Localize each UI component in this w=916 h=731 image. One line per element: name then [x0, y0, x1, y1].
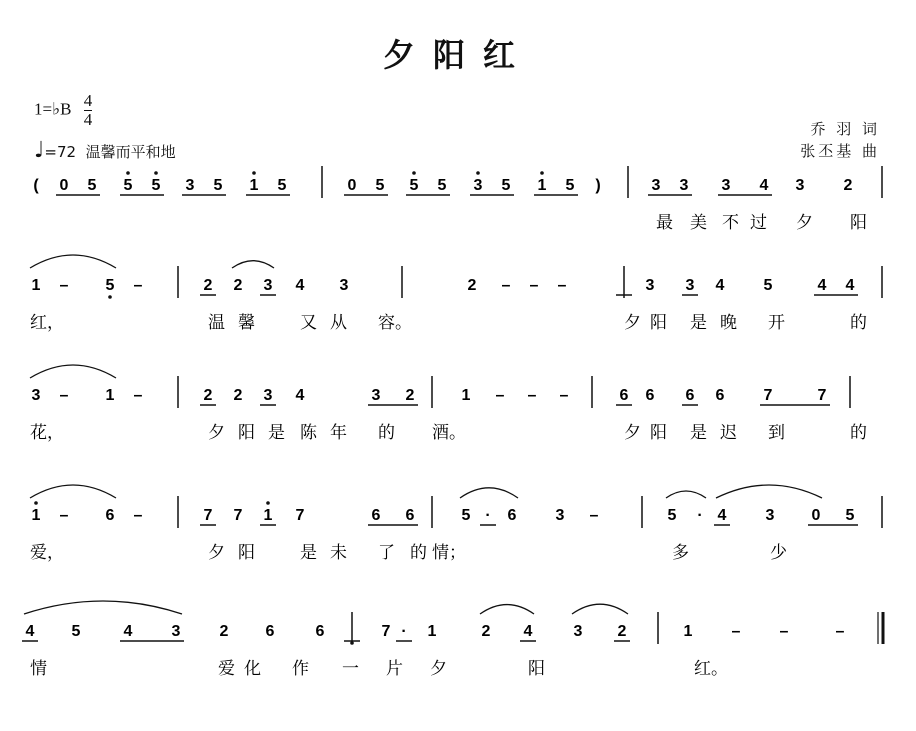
lyric: 不 [722, 213, 739, 233]
lyric: 夕 [624, 313, 641, 333]
composer: 张丕基 曲 [800, 142, 880, 160]
lyric: 是 [268, 423, 285, 443]
lyric: 的 [410, 543, 427, 563]
note: – [731, 623, 741, 640]
note: 3 [31, 387, 41, 404]
lyric: 爱 [218, 659, 235, 679]
lyric: 夕 [430, 659, 447, 679]
slur-arc [572, 604, 628, 614]
note: 3 [263, 277, 273, 294]
note: 3 [171, 623, 181, 640]
note: 0 [59, 177, 69, 194]
octave-dot-high [154, 171, 158, 175]
note: 6 [105, 507, 115, 524]
note: 6 [265, 623, 275, 640]
note: 7 [381, 623, 391, 640]
note: 3 [765, 507, 775, 524]
note: 3 [679, 177, 689, 194]
note: 5 [277, 177, 287, 194]
octave-dot-high [412, 171, 416, 175]
octave-dot-high [126, 171, 130, 175]
slur-arc [716, 485, 822, 498]
lyric: 多 [672, 543, 689, 563]
time-sig-top: 4 [83, 91, 93, 110]
lyric: 又 [300, 313, 317, 333]
note: 4 [845, 277, 855, 294]
note: 1 [31, 277, 41, 294]
lyric: 迟 [720, 423, 737, 443]
lyric: 夕 [624, 423, 641, 443]
note: 3 [555, 507, 565, 524]
lyric: 陈 [300, 423, 317, 443]
note: 5 [213, 177, 223, 194]
octave-dot-high [476, 171, 480, 175]
lyricist: 乔 羽 词 [810, 120, 880, 138]
note: 2 [405, 387, 415, 404]
lyric: 是 [690, 423, 707, 443]
note: 1 [461, 387, 471, 404]
octave-dot-low [108, 295, 112, 299]
note: 5 [845, 507, 855, 524]
note: 3 [263, 387, 273, 404]
note: 2 [219, 623, 229, 640]
note: · [697, 507, 703, 524]
note: 6 [715, 387, 725, 404]
lyric: 馨 [238, 313, 255, 333]
key-label: 1=♭B [34, 99, 72, 119]
note: 7 [203, 507, 213, 524]
lyric: 到 [768, 423, 785, 443]
note: 3 [339, 277, 349, 294]
note: 2 [617, 623, 627, 640]
note: 5 [71, 623, 81, 640]
lyric: 温 [208, 313, 225, 333]
note: 7 [763, 387, 773, 404]
note: 1 [105, 387, 115, 404]
note: 6 [645, 387, 655, 404]
time-sig-bottom: 4 [83, 110, 93, 129]
note: – [527, 387, 537, 404]
note: – [501, 277, 511, 294]
lyric: 最 [656, 213, 673, 233]
lyric: 阳 [650, 313, 667, 333]
note: 5 [461, 507, 471, 524]
note: 2 [467, 277, 477, 294]
note: 6 [619, 387, 629, 404]
note: 1 [31, 507, 41, 524]
note: 4 [295, 387, 305, 404]
slur-arc [666, 491, 706, 498]
lyric: 一 [342, 659, 359, 679]
note: 3 [371, 387, 381, 404]
note: 4 [759, 177, 769, 194]
note: 5 [501, 177, 511, 194]
note: 6 [405, 507, 415, 524]
slur-arc [24, 601, 182, 614]
note: 2 [203, 387, 213, 404]
note: 1 [263, 507, 273, 524]
lyric: 夕 [208, 423, 225, 443]
lyric: 美 [690, 213, 707, 233]
lyric: 红， [30, 313, 64, 333]
note: 0 [347, 177, 357, 194]
note: 7 [817, 387, 827, 404]
note: – [59, 507, 69, 524]
note: · [401, 623, 407, 640]
note: 2 [843, 177, 853, 194]
note: · [485, 507, 491, 524]
note: 2 [233, 277, 243, 294]
note: – [835, 623, 845, 640]
note: 5 [565, 177, 575, 194]
slur-arc [30, 485, 116, 498]
lyric: 花， [30, 423, 64, 443]
octave-dot-high [252, 171, 256, 175]
lyric: 阳 [650, 423, 667, 443]
note: 4 [715, 277, 725, 294]
note: – [589, 507, 599, 524]
note: 3 [473, 177, 483, 194]
note: 5 [151, 177, 161, 194]
note: – [559, 387, 569, 404]
lyric: 红。 [694, 659, 728, 679]
note: 1 [249, 177, 259, 194]
quarter-note-icon: ♩ [34, 138, 45, 163]
lyric: 了 [378, 543, 395, 563]
note: – [529, 277, 539, 294]
lyric: 晚 [720, 313, 737, 333]
slur-arc [30, 255, 116, 268]
lyric: 是 [690, 313, 707, 333]
octave-dot-high [34, 501, 38, 505]
note: 6 [315, 623, 325, 640]
note: – [59, 387, 69, 404]
note: 0 [811, 507, 821, 524]
note: 6 [507, 507, 517, 524]
lyric: 是 [300, 543, 317, 563]
lyric: 阳 [850, 213, 867, 233]
lyric: 片 [386, 659, 403, 679]
lyric: 少 [770, 543, 787, 563]
note: 1 [683, 623, 693, 640]
note: – [133, 507, 143, 524]
lyric: 阳 [528, 659, 545, 679]
lyric: 爱， [30, 543, 64, 563]
note: 5 [87, 177, 97, 194]
note: 2 [481, 623, 491, 640]
song-title: 夕阳红 [382, 36, 533, 74]
note: 1 [427, 623, 437, 640]
lyric: 的 [378, 423, 395, 443]
slur-arc [480, 605, 534, 614]
repeat-paren: ) [595, 177, 601, 194]
note: 5 [763, 277, 773, 294]
note: 3 [573, 623, 583, 640]
lyric: 开 [768, 313, 785, 333]
note: 4 [717, 507, 727, 524]
lyric: 从 [330, 313, 347, 333]
note: 7 [233, 507, 243, 524]
lyric: 化 [244, 659, 261, 679]
note: 4 [123, 623, 133, 640]
note: 3 [685, 277, 695, 294]
lyric: 阳 [238, 543, 255, 563]
note: 5 [123, 177, 133, 194]
note: 5 [667, 507, 677, 524]
lyric: 容。 [378, 313, 412, 333]
lyric: 作 [292, 659, 309, 679]
note: 4 [25, 623, 35, 640]
repeat-paren: ( [33, 177, 39, 194]
note: 5 [437, 177, 447, 194]
lyric: 年 [330, 423, 347, 443]
lyric: 夕 [796, 213, 813, 233]
lyric: 过 [750, 213, 767, 233]
note: 1 [537, 177, 547, 194]
note: – [557, 277, 567, 294]
note: 3 [185, 177, 195, 194]
note: 3 [651, 177, 661, 194]
note: – [779, 623, 789, 640]
note: – [133, 277, 143, 294]
lyric: 情； [432, 543, 466, 563]
lyric: 的 [850, 313, 867, 333]
slur-arc [30, 365, 116, 378]
note: – [495, 387, 505, 404]
lyric: 未 [330, 543, 347, 563]
note: 7 [295, 507, 305, 524]
note: – [133, 387, 143, 404]
note: 2 [203, 277, 213, 294]
note: 4 [295, 277, 305, 294]
note: 5 [375, 177, 385, 194]
note: 4 [523, 623, 533, 640]
tempo-text: 温馨而平和地 [85, 143, 176, 161]
slur-arc [232, 261, 274, 268]
slur-arc [460, 488, 518, 498]
note: – [59, 277, 69, 294]
note: 6 [371, 507, 381, 524]
lyric: 夕 [208, 543, 225, 563]
note: 5 [105, 277, 115, 294]
lyric: 的 [850, 423, 867, 443]
tempo-value: =72 [44, 143, 77, 161]
note: 3 [795, 177, 805, 194]
note: 4 [817, 277, 827, 294]
lyric: 情 [30, 659, 47, 679]
octave-dot-high [540, 171, 544, 175]
octave-dot-high [266, 501, 270, 505]
note: 3 [645, 277, 655, 294]
note: 5 [409, 177, 419, 194]
note: 3 [721, 177, 731, 194]
lyric: 酒。 [432, 423, 466, 443]
note: 6 [685, 387, 695, 404]
lyric: 阳 [238, 423, 255, 443]
note: 2 [233, 387, 243, 404]
